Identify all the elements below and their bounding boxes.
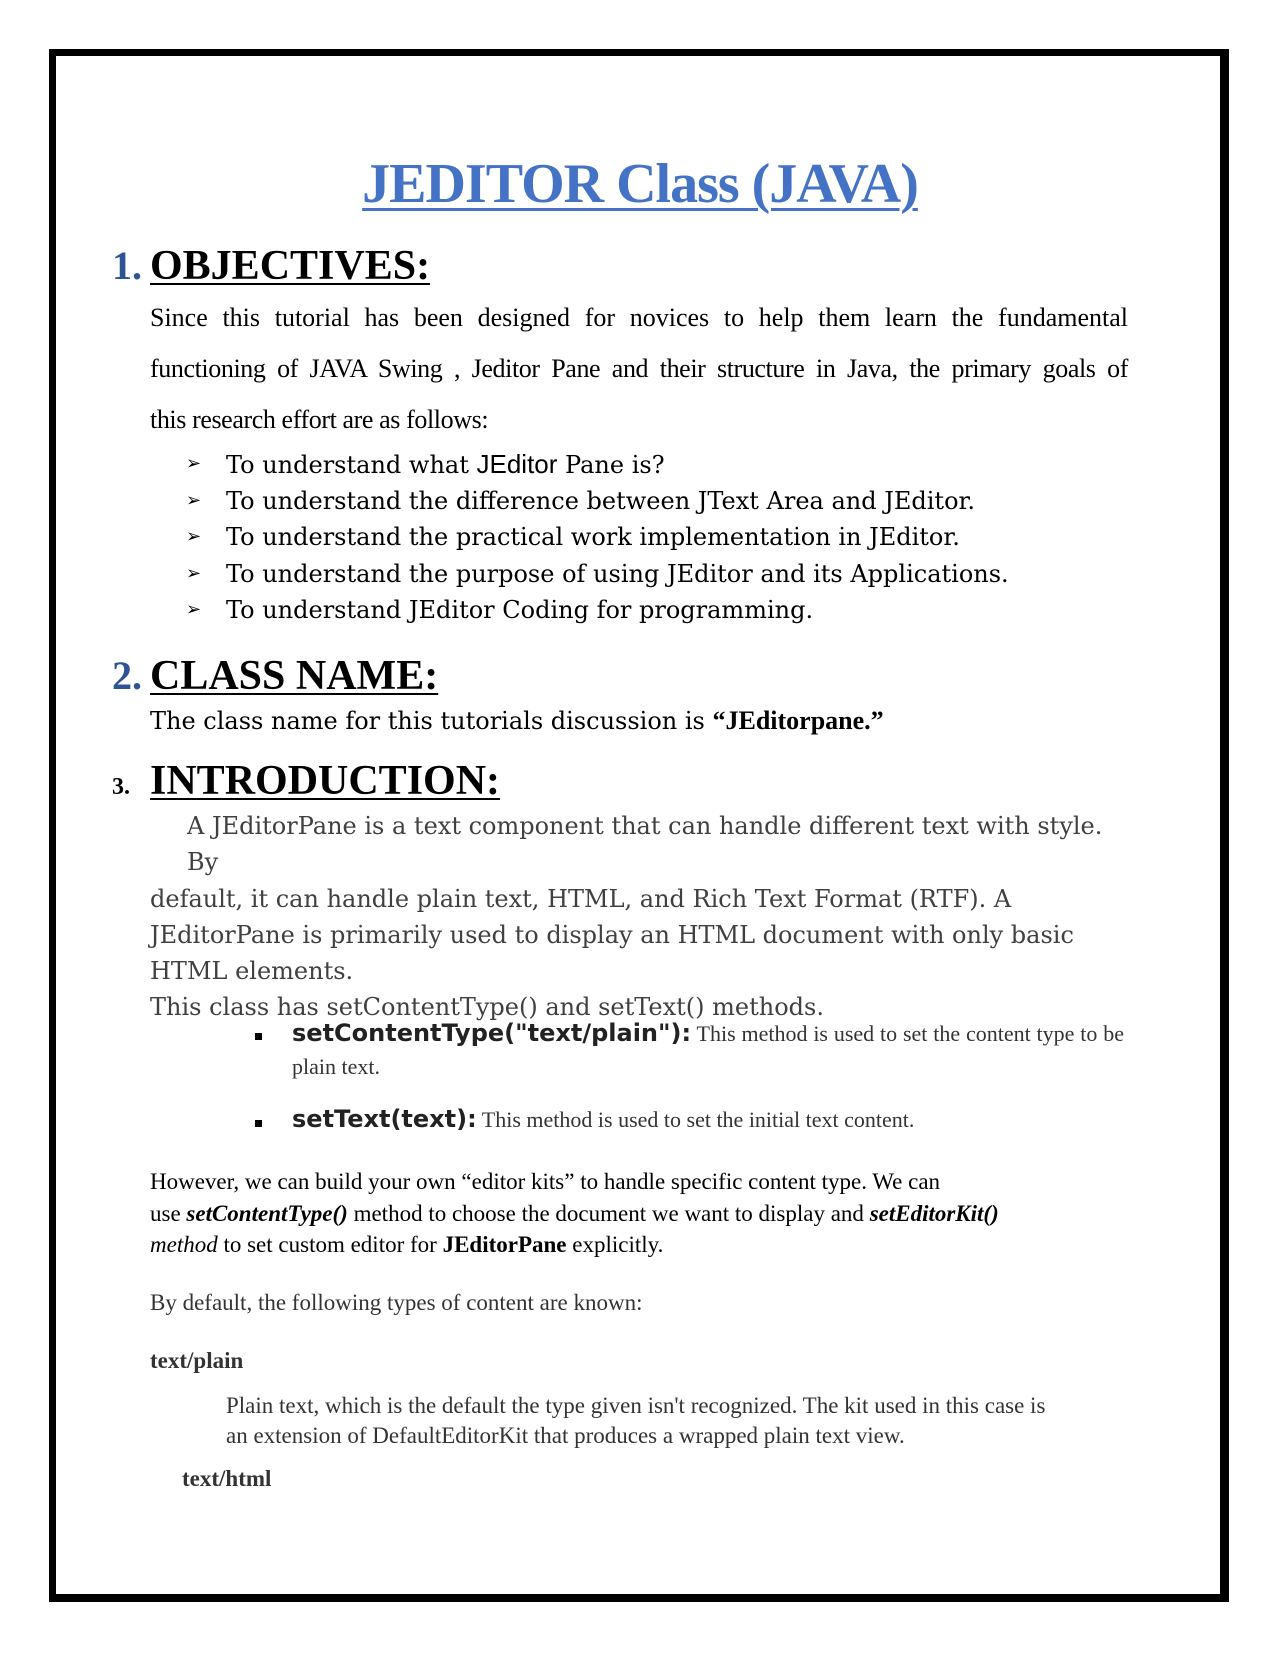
objective-item: ➢ To understand what JEditor Pane is? [226, 446, 1009, 483]
introduction-line-3: JEditorPane is primarily used to display an HTML document with only basic [150, 920, 1074, 949]
method-name: setText(text): [292, 1105, 477, 1133]
class-name-value: “JEditorpane.” [712, 706, 884, 735]
method-item-setcontenttype [292, 1018, 1124, 1085]
square-bullet-icon [255, 1033, 262, 1040]
method-item-settext [292, 1105, 914, 1133]
objective-item: ➢ To understand the practical work implementation in JEditor. [226, 519, 1009, 556]
section-number-1: 1. [112, 243, 142, 288]
method-name: setContentType("text/plain"): [292, 1019, 692, 1047]
objectives-list [186, 446, 1009, 629]
document-title: JEDITOR Class (JAVA) [362, 153, 918, 215]
arrow-bullet-icon: ➢ [186, 562, 202, 584]
section-heading-objectives: OBJECTIVES: [150, 243, 431, 289]
editor-kits-paragraph [150, 1166, 1120, 1261]
arrow-bullet-icon: ➢ [186, 453, 202, 474]
section-number-2: 2. [112, 653, 142, 698]
method-description: This method is used to set the initial text content. [476, 1107, 915, 1132]
class-name-text: The class name for this tutorials discussion is “JEditorpane.” [150, 706, 884, 735]
introduction-paragraph [150, 808, 1130, 1026]
introduction-line-1: A JEditorPane is a text component that can handle different text with style. By [187, 812, 1103, 877]
objective-item: ➢ To understand the purpose of using JEditor and its Applications. [226, 556, 1009, 593]
content-types-intro: By default, the following types of content are known: [150, 1290, 643, 1315]
objectives-intro-line-3: this research effort are as follows: [150, 405, 489, 434]
arrow-bullet-icon: ➢ [186, 526, 202, 547]
objectives-intro-line-1: Since this tutorial has been designed for novices to help them learn the fundamental [150, 303, 1128, 332]
editor-kits-line-1: However, we can build your own “editor kits” to handle specific content type. We can [150, 1169, 941, 1194]
content-type-label-html: text/html [182, 1466, 272, 1491]
section-heading-class-name: CLASS NAME: [150, 653, 439, 699]
objectives-intro [150, 292, 1128, 445]
introduction-line-5: This class has setContentType() and setText() methods. [150, 993, 824, 1022]
introduction-line-4: HTML elements. [150, 957, 354, 986]
objectives-intro-line-2: functioning of JAVA Swing , Jeditor Pane and their structure in Java, the primary goals of [150, 354, 1128, 383]
editor-kits-line-2: use setContentType() method to choose the document we want to display and setEditorKit() [150, 1200, 999, 1226]
objective-item: ➢ To understand the difference between JText Area and JEditor. [226, 483, 1009, 520]
square-bullet-icon [255, 1120, 262, 1127]
method-description: This method is used to set the content type to be plain text. [292, 1021, 1124, 1079]
arrow-bullet-icon: ➢ [186, 599, 202, 620]
content-type-label-plain: text/plain [150, 1348, 244, 1373]
section-number-3: 3. [112, 774, 130, 800]
arrow-bullet-icon: ➢ [186, 489, 202, 511]
section-heading-introduction: INTRODUCTION: [150, 758, 501, 804]
content-type-plain-description: Plain text, which is the default the type given isn't recognized. The kit used in this case is an extension of DefaultEditorKit that produces a wrapped plain text view. [226, 1393, 1046, 1448]
objective-item: ➢ To understand JEditor Coding for programming. [226, 592, 1009, 629]
editor-kits-line-3: method to set custom editor for JEditorPane explicitly. [150, 1232, 664, 1257]
introduction-line-2: default, it can handle plain text, HTML, and Rich Text Format (RTF). A [150, 884, 1012, 913]
